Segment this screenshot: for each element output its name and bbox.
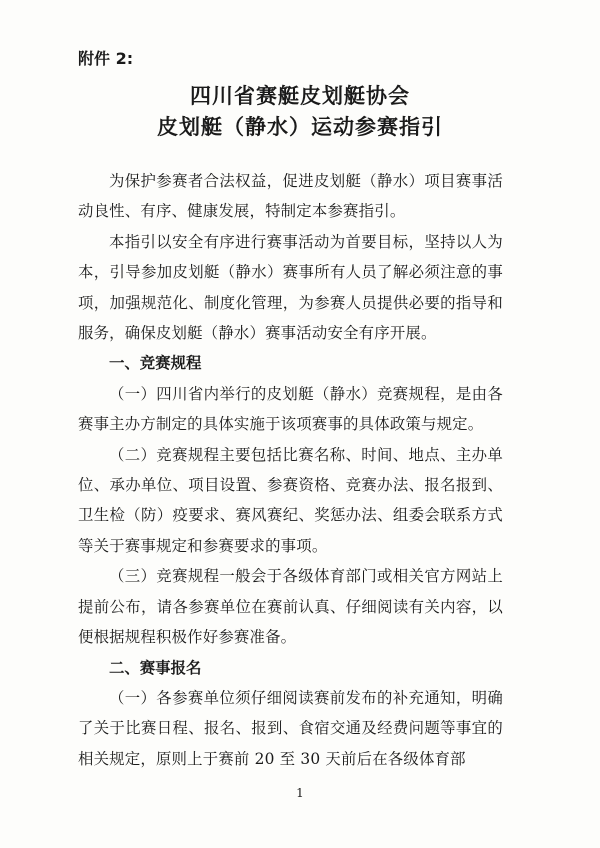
section-item: （一）各参赛单位须仔细阅读赛前发布的补充通知，明确了关于比赛日程、报名、报到、食宿交通及经费问题等事宜的相关规定，原则上于赛前 20 至 30 天前后在各级体育部 <box>78 688 503 768</box>
section-item: （三）竞赛规程一般会于各级体育部门或相关官方网站上提前公布，请各参赛单位在赛前认真、仔细阅读有关内容，以便根据规程积极作好参赛准备。 <box>78 567 503 647</box>
intro-paragraph: 为保护参赛者合法权益，促进皮划艇（静水）项目赛事活动良性、有序、健康发展，特制定本参赛指引。 <box>78 172 503 221</box>
section-item: （一）四川省内举行的皮划艇（静水）竞赛规程，是由各赛事主办方制定的具体实施于该项赛事的具体政策与规定。 <box>78 384 503 434</box>
section-heading: 一、竞赛规程 <box>109 354 202 373</box>
intro-paragraph: 本指引以安全有序进行赛事活动为首要目标，坚持以人为本，引导参加皮划艇（静水）赛事所有人员了解必须注意的事项，加强规范化、制度化管理，为参赛人员提供必要的指导和服务，确保皮划艇（静水）赛事活动安全有序开展。 <box>78 232 503 343</box>
attachment-label: 附件 2: <box>78 49 134 68</box>
document-title-line1: 四川省赛艇皮划艇协会 <box>190 84 410 108</box>
document-title-line2: 皮划艇（静水）运动参赛指引 <box>157 115 443 139</box>
section-item: （二）竞赛规程主要包括比赛名称、时间、地点、主办单位、承办单位、项目设置、参赛资格、竞赛办法、报名报到、卫生检（防）疫要求、赛风赛纪、奖惩办法、组委会联系方式等关于赛事规定和参赛要求的事项。 <box>78 445 503 555</box>
document-body <box>78 166 503 774</box>
page-number: 1 <box>296 786 304 800</box>
section-heading: 二、赛事报名 <box>109 658 202 677</box>
